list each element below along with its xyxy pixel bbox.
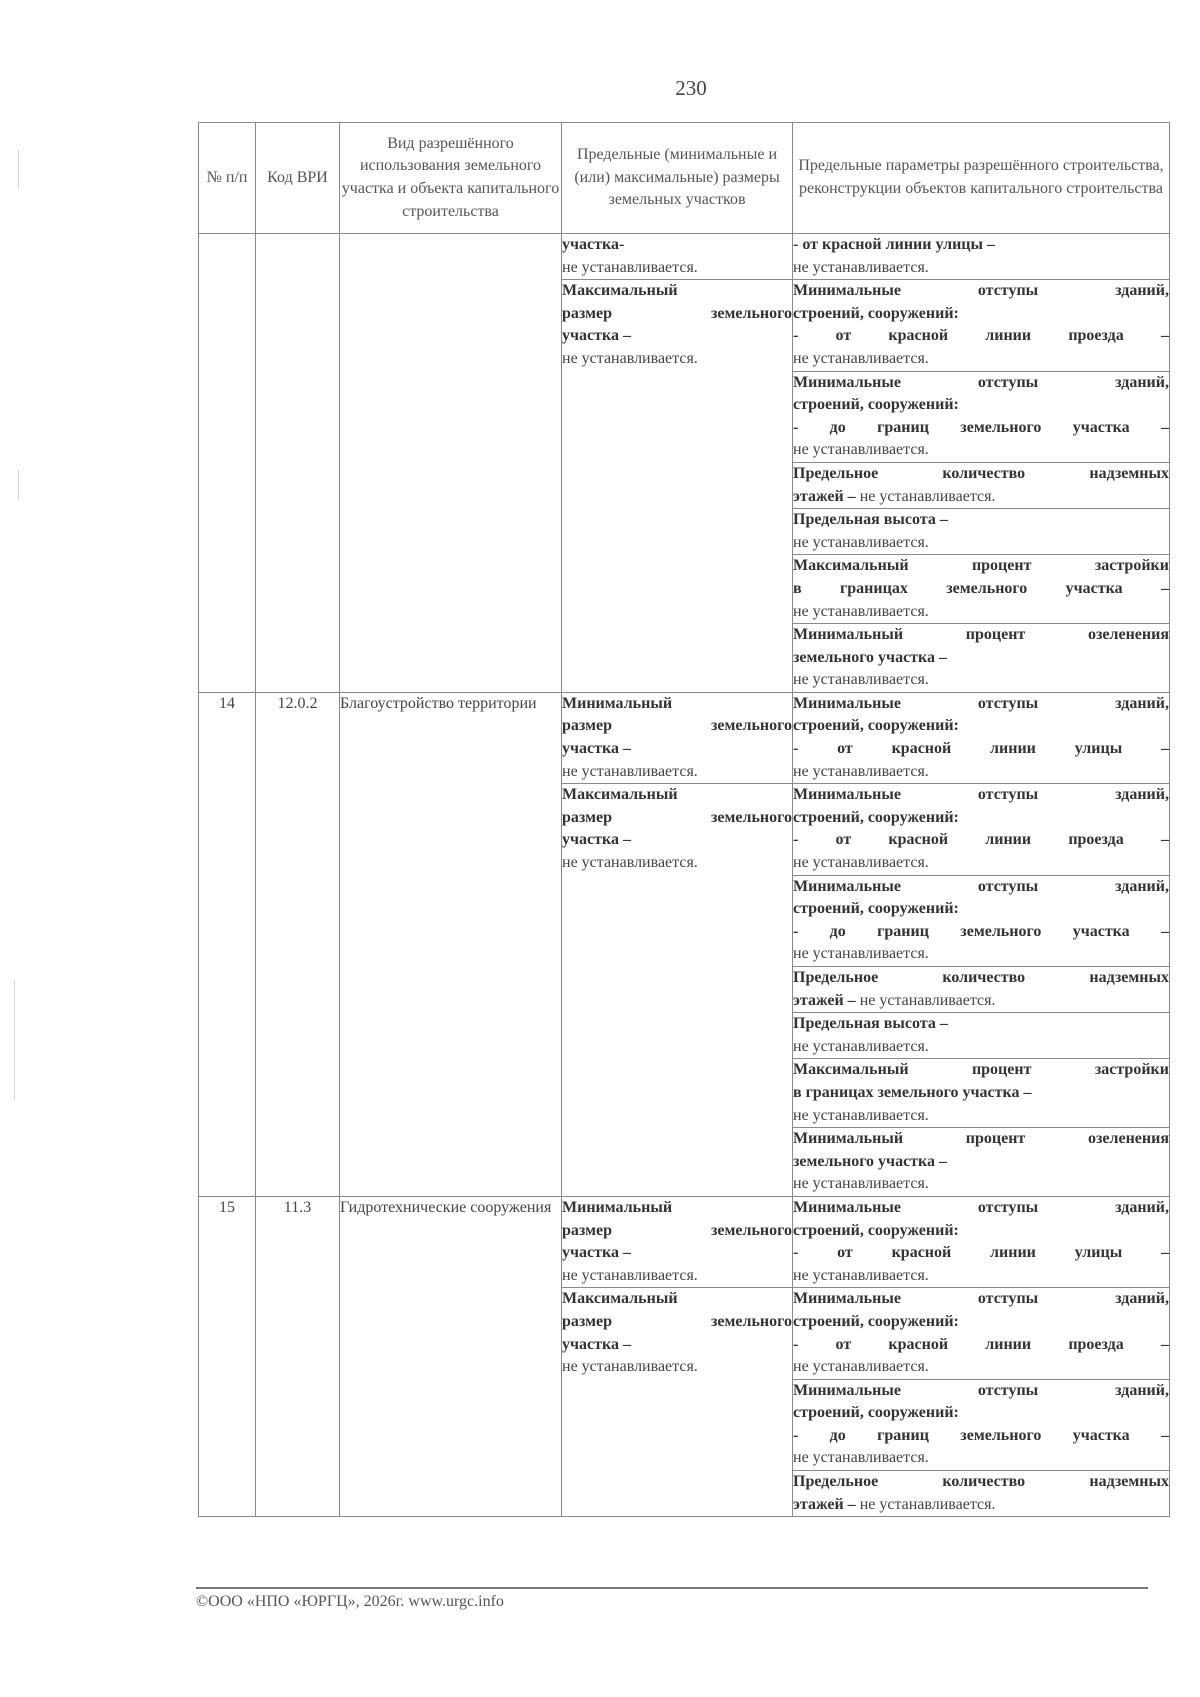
row-code: 11.3 (256, 1196, 340, 1516)
max-size-cell: Максимальный размер земельного участка – не устанавливается. (562, 784, 793, 1197)
table-row (199, 1196, 1170, 1287)
row-number: 14 (199, 692, 256, 1196)
setbacks-passage-cell: Минимальные отступы зданий, строений, сооружений: - от красной линии проезда – не устанавливается. (793, 280, 1170, 371)
setbacks-boundary-cell: Минимальные отступы зданий, строений, сооружений: - до границ земельного участка – не устанавливается. (793, 875, 1170, 966)
page-number: 230 (675, 76, 707, 100)
floors-cell: Предельное количество надземных этажей – не устанавливается. (793, 1471, 1170, 1517)
coverage-cell: Максимальный процент застройки в границах земельного участка – не устанавливается. (793, 1059, 1170, 1128)
table-row-continued (199, 234, 1170, 280)
coverage-cell: Максимальный процент застройки в границах земельного участка – не устанавливается. (793, 555, 1170, 624)
min-size-cell: Минимальный размер земельного участка – не устанавливается. (562, 1196, 793, 1287)
setbacks-boundary-cell: Минимальные отступы зданий, строений, сооружений: - до границ земельного участка – не устанавливается. (793, 1379, 1170, 1470)
scan-margin-mark (18, 150, 19, 190)
param-cell-continued: - от красной линии улицы – не устанавливается. (793, 234, 1170, 280)
scan-margin-mark (14, 980, 15, 1100)
header-use-type: Вид разрешённого использования земельного участка и объекта капитального строительства (340, 123, 562, 234)
row-use-type: Гидротехнические сооружения (340, 1196, 562, 1516)
header-number: № п/п (199, 123, 256, 234)
floors-cell: Предельное количество надземных этажей – не устанавливается. (793, 462, 1170, 508)
header-build-params: Предельные параметры разрешённого строительства, реконструкции объектов капитального строительства (793, 123, 1170, 234)
setbacks-passage-cell: Минимальные отступы зданий, строений, сооружений: - от красной линии проезда – не устанавливается. (793, 784, 1170, 875)
row-code: 12.0.2 (256, 692, 340, 1196)
header-plot-sizes: Предельные (минимальные и (или) максимальные) размеры земельных участков (562, 123, 793, 234)
setbacks-passage-cell: Минимальные отступы зданий, строений, сооружений: - от красной линии проезда – не устанавливается. (793, 1288, 1170, 1379)
height-cell: Предельная высота – не устанавливается. (793, 509, 1170, 555)
scan-margin-mark (18, 470, 19, 500)
setbacks-street-cell: Минимальные отступы зданий, строений, сооружений: - от красной линии улицы – не устанавливается. (793, 692, 1170, 783)
header-code: Код ВРИ (256, 123, 340, 234)
regulations-table (198, 122, 1170, 1517)
table-header-row (199, 123, 1170, 234)
cell-name-empty (340, 234, 562, 693)
setbacks-boundary-cell: Минимальные отступы зданий, строений, сооружений: - до границ земельного участка – не устанавливается. (793, 371, 1170, 462)
size-cell-continued: участка- не устанавливается. (562, 234, 793, 280)
max-size-cell: Максимальный размер земельного участка – не устанавливается. (562, 280, 793, 693)
green-cell: Минимальный процент озеленения земельного участка – не устанавливается. (793, 624, 1170, 693)
setbacks-street-cell: Минимальные отступы зданий, строений, сооружений: - от красной линии улицы – не устанавливается. (793, 1196, 1170, 1287)
floors-cell: Предельное количество надземных этажей – не устанавливается. (793, 967, 1170, 1013)
height-cell: Предельная высота – не устанавливается. (793, 1013, 1170, 1059)
footer-copyright: ©ООО «НПО «ЮРГЦ», 2026г. www.urgc.info (196, 1593, 504, 1610)
cell-code-empty (256, 234, 340, 693)
min-size-cell: Минимальный размер земельного участка – не устанавливается. (562, 692, 793, 783)
max-size-cell: Максимальный размер земельного участка – не устанавливается. (562, 1288, 793, 1517)
row-number: 15 (199, 1196, 256, 1516)
table-row (199, 692, 1170, 783)
green-cell: Минимальный процент озеленения земельного участка – не устанавливается. (793, 1128, 1170, 1197)
footer-divider (196, 1587, 1148, 1589)
cell-number-empty (199, 234, 256, 693)
row-use-type: Благоустройство территории (340, 692, 562, 1196)
